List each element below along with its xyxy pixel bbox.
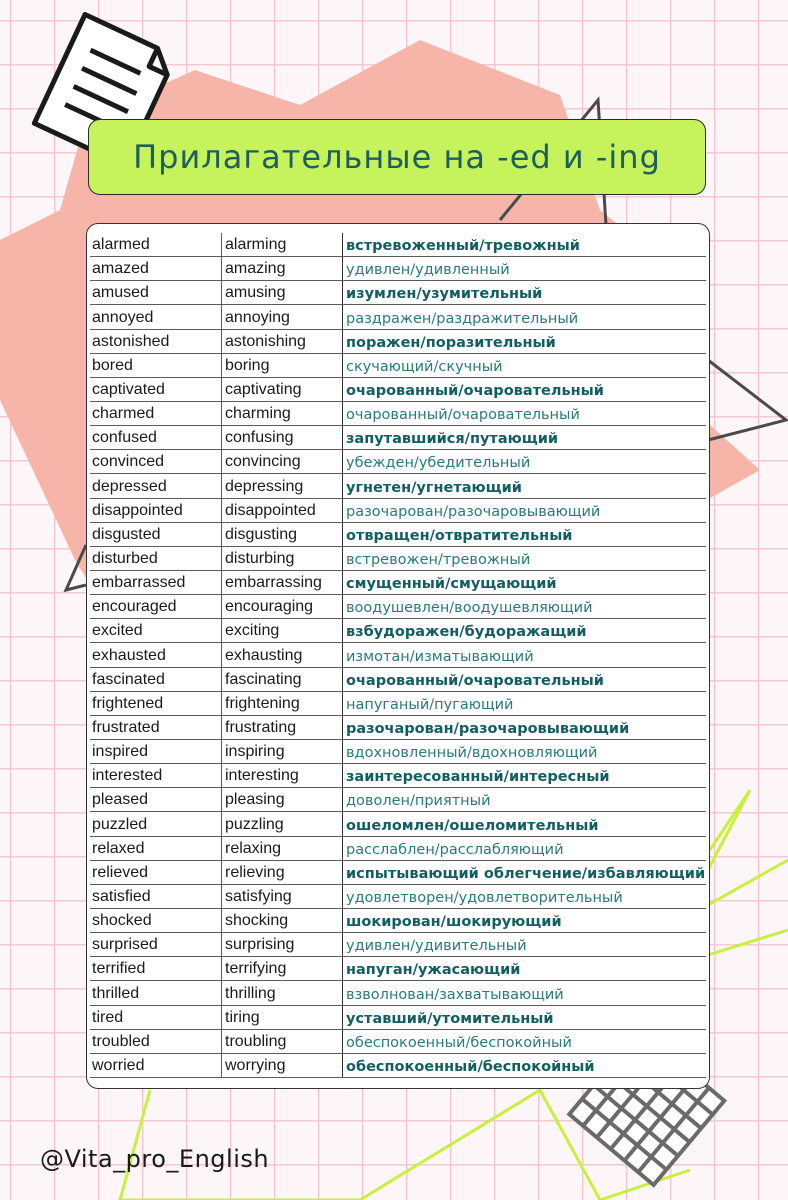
ing-adjective-cell: frustrating	[222, 716, 343, 739]
table-row	[90, 426, 706, 450]
ing-adjective-cell: troubling	[222, 1030, 343, 1053]
table-row	[90, 740, 706, 764]
table-row	[90, 257, 706, 281]
table-row	[90, 330, 706, 354]
ing-adjective-cell: inspiring	[222, 740, 343, 763]
ed-adjective-cell: surprised	[90, 933, 222, 956]
author-handle: @Vita_pro_English	[40, 1145, 270, 1173]
ed-adjective-cell: astonished	[90, 330, 222, 353]
translation-cell: разочарован/разочаровывающий	[346, 720, 630, 737]
ed-adjective-cell: amused	[90, 281, 222, 304]
ing-adjective-cell: worrying	[222, 1054, 343, 1077]
ed-adjective-cell: captivated	[90, 378, 222, 401]
table-row	[90, 523, 706, 547]
table-row	[90, 305, 706, 329]
table-row	[90, 957, 706, 981]
ing-adjective-cell: disgusting	[222, 523, 343, 546]
table-row	[90, 354, 706, 378]
ing-adjective-cell: relaxing	[222, 837, 343, 860]
translation-cell: удовлетворен/удовлетворительный	[346, 889, 623, 906]
ed-adjective-cell: shocked	[90, 909, 222, 932]
ing-adjective-cell: confusing	[222, 426, 343, 449]
table-row	[90, 1054, 706, 1078]
translation-cell: разочарован/разочаровывающий	[346, 503, 601, 520]
ed-adjective-cell: amazed	[90, 257, 222, 280]
ing-adjective-cell: depressing	[222, 474, 343, 497]
ing-adjective-cell: exciting	[222, 619, 343, 642]
translation-cell: раздражен/раздражительный	[346, 310, 579, 327]
lime-line-right	[708, 860, 788, 905]
ed-adjective-cell: bored	[90, 354, 222, 377]
translation-cell: очарованный/очаровательный	[346, 382, 604, 399]
ed-adjective-cell: puzzled	[90, 812, 222, 835]
ed-adjective-cell: exhausted	[90, 643, 222, 666]
ing-adjective-cell: interesting	[222, 764, 343, 787]
table-row	[90, 378, 706, 402]
ing-adjective-cell: disappointed	[222, 499, 343, 522]
table-row	[90, 861, 706, 885]
ed-adjective-cell: embarrassed	[90, 571, 222, 594]
table-row	[90, 571, 706, 595]
ed-adjective-cell: alarmed	[90, 233, 222, 256]
table-row	[90, 764, 706, 788]
ed-adjective-cell: inspired	[90, 740, 222, 763]
table-row	[90, 812, 706, 836]
ed-adjective-cell: troubled	[90, 1030, 222, 1053]
ing-adjective-cell: terrifying	[222, 957, 343, 980]
table-row	[90, 1006, 706, 1030]
translation-cell: встревожен/тревожный	[346, 551, 531, 568]
translation-cell: напуган/ужасающий	[346, 962, 521, 979]
translation-cell: встревоженный/тревожный	[346, 238, 580, 255]
ed-adjective-cell: disgusted	[90, 523, 222, 546]
table-row	[90, 281, 706, 305]
table-row	[90, 1030, 706, 1054]
ing-adjective-cell: charming	[222, 402, 343, 425]
ing-adjective-cell: puzzling	[222, 812, 343, 835]
translation-cell: уставший/утомительный	[346, 1010, 554, 1027]
title-banner	[88, 119, 706, 195]
ing-adjective-cell: exhausting	[222, 643, 343, 666]
table-row	[90, 233, 706, 257]
translation-cell: угнетен/угнетающий	[346, 479, 522, 496]
translation-cell: шокирован/шокирующий	[346, 914, 562, 931]
table-row	[90, 788, 706, 812]
lime-line-right-2	[708, 930, 788, 955]
dark-outline-triangle-right	[708, 360, 786, 440]
translation-cell: измотан/изматывающий	[346, 648, 534, 665]
ed-adjective-cell: thrilled	[90, 981, 222, 1004]
ed-adjective-cell: frustrated	[90, 716, 222, 739]
table-body	[90, 233, 706, 1078]
table-row	[90, 668, 706, 692]
table-row	[90, 909, 706, 933]
ed-adjective-cell: depressed	[90, 474, 222, 497]
translation-cell: удивлен/удивленный	[346, 262, 510, 279]
table-row	[90, 837, 706, 861]
table-row	[90, 547, 706, 571]
translation-cell: обеспокоенный/беспокойный	[346, 1034, 572, 1051]
translation-cell: расслаблен/расслабляющий	[346, 841, 564, 858]
table-row	[90, 981, 706, 1005]
ed-adjective-cell: charmed	[90, 402, 222, 425]
translation-cell: взволнован/захватывающий	[346, 986, 564, 1003]
ed-adjective-cell: fascinated	[90, 668, 222, 691]
table-row	[90, 499, 706, 523]
table-row	[90, 450, 706, 474]
ing-adjective-cell: amazing	[222, 257, 343, 280]
ing-adjective-cell: frightening	[222, 692, 343, 715]
translation-cell: испытывающий облегчение/избавляющий	[346, 865, 706, 882]
translation-cell: заинтересованный/интересный	[346, 769, 610, 786]
translation-cell: напуганый/пугающий	[346, 696, 514, 713]
ing-adjective-cell: surprising	[222, 933, 343, 956]
translation-cell: вдохновленный/вдохновляющий	[346, 745, 598, 762]
translation-cell: воодушевлен/воодушевляющий	[346, 600, 593, 617]
ed-adjective-cell: tired	[90, 1006, 222, 1029]
ed-adjective-cell: disappointed	[90, 499, 222, 522]
translation-cell: ошеломлен/ошеломительный	[346, 817, 599, 834]
translation-cell: взбудоражен/будоражащий	[346, 624, 587, 641]
ed-adjective-cell: satisfied	[90, 885, 222, 908]
ed-adjective-cell: disturbed	[90, 547, 222, 570]
ing-adjective-cell: relieving	[222, 861, 343, 884]
ing-adjective-cell: convincing	[222, 450, 343, 473]
translation-cell: убежден/убедительный	[346, 455, 531, 472]
ing-adjective-cell: captivating	[222, 378, 343, 401]
page-title: Прилагательные на -ed и -ing	[133, 138, 661, 176]
ing-adjective-cell: annoying	[222, 305, 343, 328]
ed-adjective-cell: interested	[90, 764, 222, 787]
table-row	[90, 716, 706, 740]
table-row	[90, 885, 706, 909]
ed-adjective-cell: relieved	[90, 861, 222, 884]
vocabulary-table	[86, 223, 710, 1089]
ed-adjective-cell: annoyed	[90, 305, 222, 328]
translation-cell: удивлен/удивительный	[346, 938, 527, 955]
ing-adjective-cell: boring	[222, 354, 343, 377]
ing-adjective-cell: fascinating	[222, 668, 343, 691]
ed-adjective-cell: terrified	[90, 957, 222, 980]
ing-adjective-cell: embarrassing	[222, 571, 343, 594]
ing-adjective-cell: encouraging	[222, 595, 343, 618]
translation-cell: обеспокоенный/беспокойный	[346, 1058, 595, 1075]
translation-cell: смущенный/смущающий	[346, 576, 557, 593]
table-row	[90, 595, 706, 619]
ed-adjective-cell: pleased	[90, 788, 222, 811]
translation-cell: отвращен/отвратительный	[346, 527, 573, 544]
table-row	[90, 643, 706, 667]
translation-cell: скучающий/скучный	[346, 358, 503, 375]
ed-adjective-cell: frightened	[90, 692, 222, 715]
ing-adjective-cell: alarming	[222, 233, 343, 256]
translation-cell: доволен/приятный	[346, 793, 491, 810]
translation-cell: изумлен/узумительный	[346, 286, 543, 303]
table-row	[90, 402, 706, 426]
translation-cell: очарованный/очаровательный	[346, 407, 580, 424]
ed-adjective-cell: convinced	[90, 450, 222, 473]
ing-adjective-cell: satisfying	[222, 885, 343, 908]
ed-adjective-cell: encouraged	[90, 595, 222, 618]
ing-adjective-cell: disturbing	[222, 547, 343, 570]
ing-adjective-cell: pleasing	[222, 788, 343, 811]
table-row	[90, 619, 706, 643]
table-row	[90, 474, 706, 498]
translation-cell: очарованный/очаровательный	[346, 672, 604, 689]
ing-adjective-cell: thrilling	[222, 981, 343, 1004]
ing-adjective-cell: tiring	[222, 1006, 343, 1029]
ed-adjective-cell: confused	[90, 426, 222, 449]
ed-adjective-cell: relaxed	[90, 837, 222, 860]
table-row	[90, 692, 706, 716]
translation-cell: запутавшийся/путающий	[346, 431, 559, 448]
translation-cell: поражен/поразительный	[346, 334, 556, 351]
ed-adjective-cell: excited	[90, 619, 222, 642]
ed-adjective-cell: worried	[90, 1054, 222, 1077]
table-row	[90, 933, 706, 957]
ing-adjective-cell: astonishing	[222, 330, 343, 353]
lime-zigzag-line	[708, 790, 750, 870]
ing-adjective-cell: amusing	[222, 281, 343, 304]
ing-adjective-cell: shocking	[222, 909, 343, 932]
